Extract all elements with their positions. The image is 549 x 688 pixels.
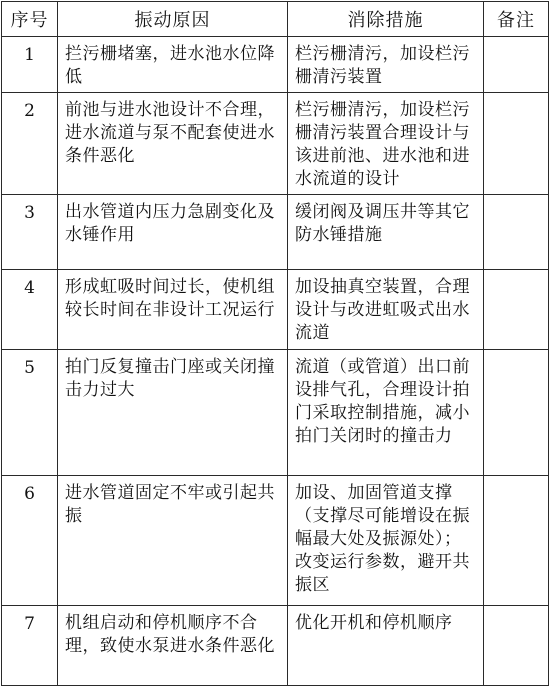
row-cause: 出水管道内压力急剧变化及水锤作用 xyxy=(58,195,288,270)
header-remarks: 备注 xyxy=(484,2,549,37)
row-number: 5 xyxy=(2,350,58,476)
row-number: 4 xyxy=(2,270,58,350)
row-number: 3 xyxy=(2,195,58,270)
row-cause: 前池与进水池设计不合理，进水流道与泵不配套使进水条件恶化 xyxy=(58,93,288,195)
header-elimination-measure: 消除措施 xyxy=(288,2,484,37)
table-row xyxy=(2,195,549,270)
row-cause: 机组启动和停机顺序不合理，致使水泵进水条件恶化 xyxy=(58,606,288,686)
row-note xyxy=(484,606,549,686)
table-row xyxy=(2,37,549,93)
table-row xyxy=(2,350,549,476)
row-measure: 优化开机和停机顺序 xyxy=(288,606,484,686)
row-number: 6 xyxy=(2,476,58,606)
row-measure: 缓闭阀及调压井等其它防水锤措施 xyxy=(288,195,484,270)
row-number: 7 xyxy=(2,606,58,686)
row-note xyxy=(484,270,549,350)
row-cause: 拍门反复撞击门座或关闭撞击力过大 xyxy=(58,350,288,476)
row-note xyxy=(484,93,549,195)
row-number: 2 xyxy=(2,93,58,195)
table-row xyxy=(2,606,549,686)
row-measure: 加设、加固管道支撑（支撑尽可能增设在振幅最大处及振源处）；改变运行参数，避开共振区 xyxy=(288,476,484,606)
row-note xyxy=(484,350,549,476)
table-row xyxy=(2,476,549,606)
row-cause: 形成虹吸时间过长，使机组较长时间在非设计工况运行 xyxy=(58,270,288,350)
header-serial-number: 序号 xyxy=(2,2,58,37)
row-cause: 进水管道固定不牢或引起共振 xyxy=(58,476,288,606)
vibration-causes-table xyxy=(1,1,549,686)
row-measure: 流道（或管道）出口前设排气孔，合理设计拍门采取控制措施，减小拍门关闭时的撞击力 xyxy=(288,350,484,476)
table-header-row xyxy=(2,2,549,37)
row-note xyxy=(484,37,549,93)
row-measure: 加设抽真空装置，合理设计与改进虹吸式出水流道 xyxy=(288,270,484,350)
header-vibration-cause: 振动原因 xyxy=(58,2,288,37)
row-measure: 栏污栅清污，加设栏污栅清污装置合理设计与该进前池、进水池和进水流道的设计 xyxy=(288,93,484,195)
row-number: 1 xyxy=(2,37,58,93)
table-row xyxy=(2,93,549,195)
row-measure: 栏污栅清污，加设栏污栅清污装置 xyxy=(288,37,484,93)
row-note xyxy=(484,476,549,606)
row-cause: 拦污栅堵塞，进水池水位降低 xyxy=(58,37,288,93)
table-row xyxy=(2,270,549,350)
row-note xyxy=(484,195,549,270)
